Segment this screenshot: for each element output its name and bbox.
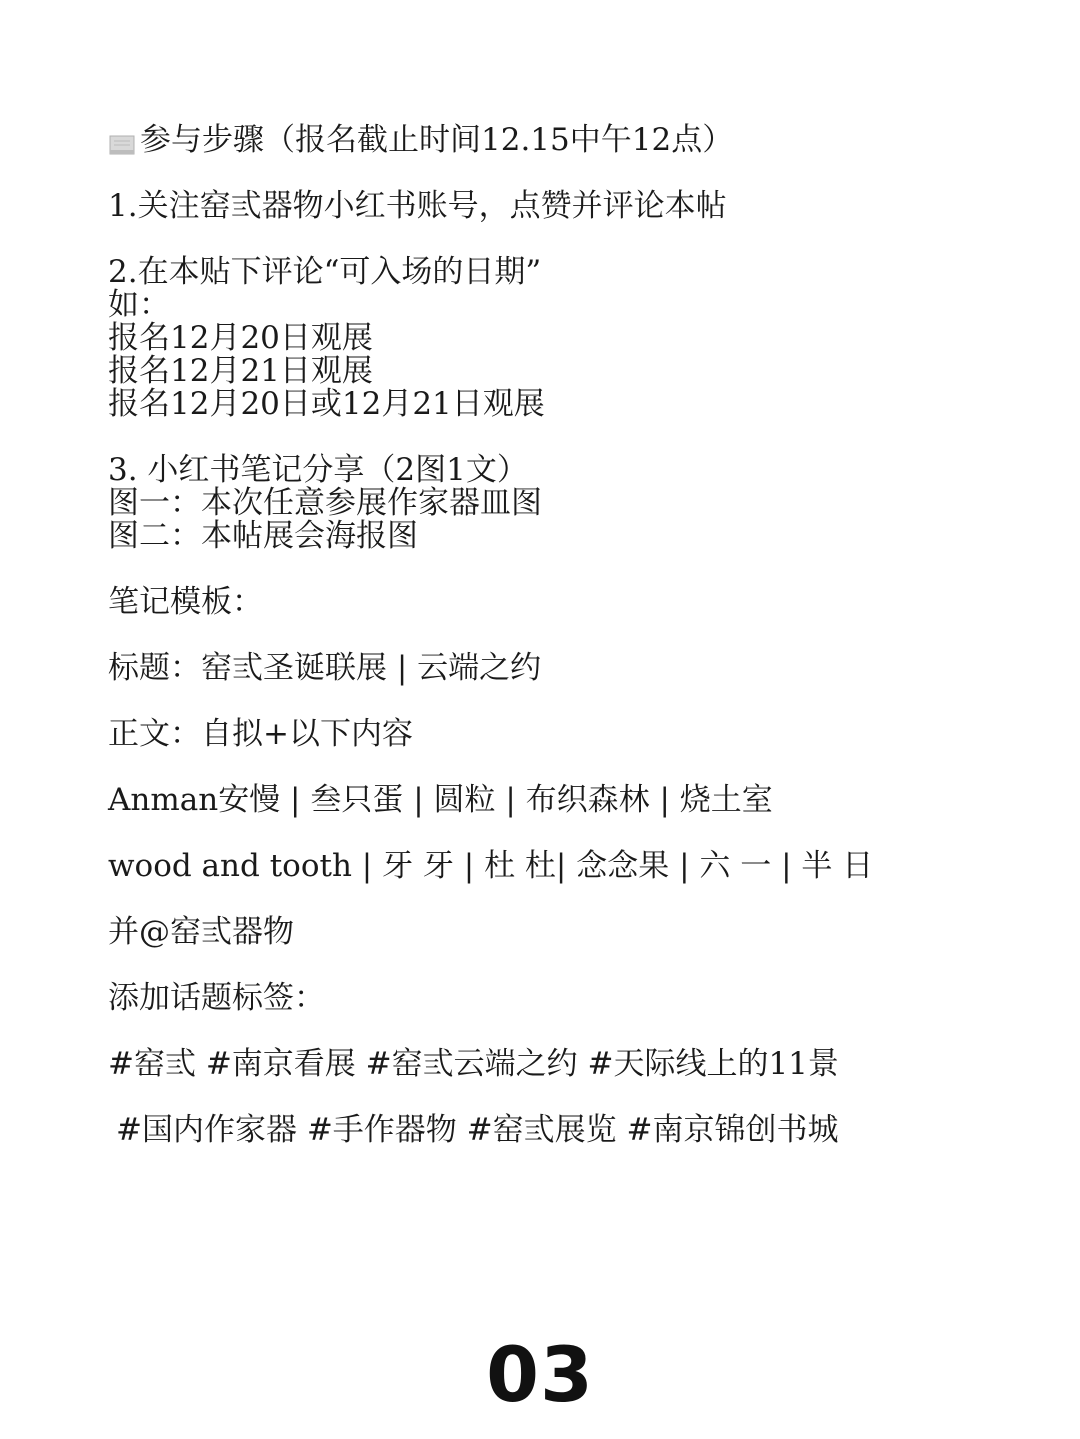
step-2-title: 2.在本贴下评论“可入场的日期” [108, 254, 542, 290]
tags-label: 添加话题标签： [108, 980, 325, 1016]
step-2-example: 报名12月20日观展 [108, 320, 373, 356]
artists-line: Anman安慢 | 叁只蛋 | 圆粒 | 布织森林 | 烧土室 [108, 782, 773, 818]
step-3-item: 图一：本次任意参展作家器皿图 [108, 485, 542, 521]
template-body-line: 正文：自拟+以下内容 [108, 716, 413, 752]
page-number: 03 [486, 1330, 594, 1419]
step-2-example-label: 如： [108, 287, 170, 323]
step-1: 1.关注窑弎器物小红书账号，点赞并评论本帖 [108, 188, 727, 224]
step-3-item: 图二：本帖展会海报图 [108, 518, 418, 554]
tags-line: #窑弎 #南京看展 #窑弎云端之约 #天际线上的11景 [108, 1046, 839, 1082]
post-content [108, 124, 1008, 1147]
step-2-example: 报名12月20日或12月21日观展 [108, 386, 545, 422]
scroll-icon [108, 131, 136, 155]
template-title-line: 标题：窑弎圣诞联展 | 云端之约 [108, 650, 542, 686]
steps-heading [108, 124, 1008, 157]
artists-line: wood and tooth | 牙 牙 | 杜 杜| 念念果 | 六 一 | 半 日 [108, 848, 874, 884]
steps-heading-text: 参与步骤（报名截止时间12.15中午12点） [140, 122, 734, 158]
step-2-example: 报名12月21日观展 [108, 353, 373, 389]
template-label: 笔记模板： [108, 584, 263, 620]
tags-line: #国内作家器 #手作器物 #窑弎展览 #南京锦创书城 [116, 1112, 839, 1148]
mention-line: 并@窑弎器物 [108, 914, 294, 950]
step-3-title: 3. 小红书笔记分享（2图1文） [108, 452, 528, 488]
